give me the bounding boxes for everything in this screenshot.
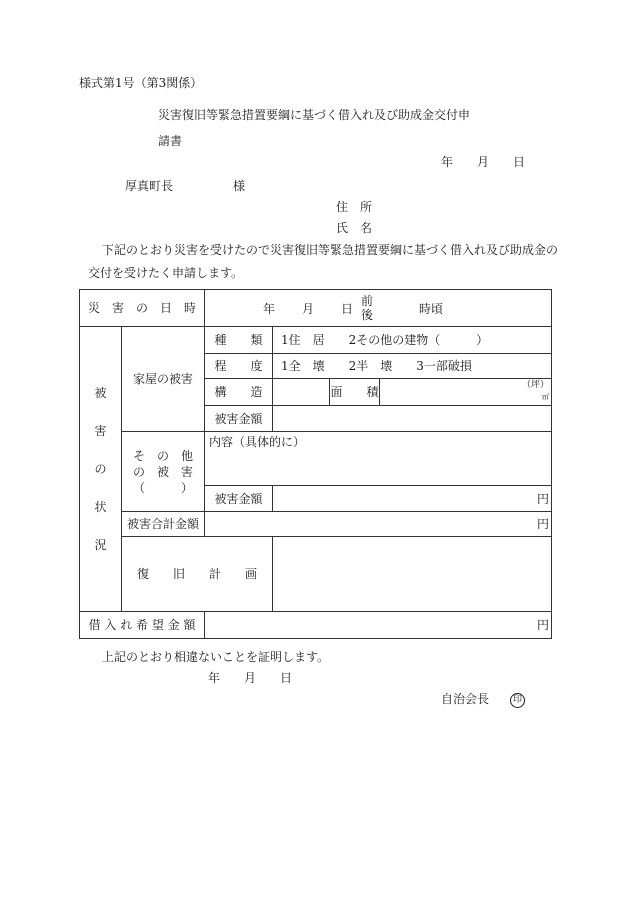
damage-status-char-1: 被 xyxy=(94,386,107,400)
house-kind-row xyxy=(80,327,552,354)
intro-text-line1: 下記のとおり災害を受けたので災害復旧等緊急措置要綱に基づく借入れ及び助成金の xyxy=(102,243,559,257)
datetime-year: 年 xyxy=(263,302,276,316)
loan-amount-label: 借 入 れ 希 望 金 額 xyxy=(80,612,205,639)
chairman-label: 自治会長 xyxy=(441,692,490,706)
loan-amount-field[interactable]: 円 xyxy=(205,612,552,639)
house-damage-label: 家屋の被害 xyxy=(122,327,205,432)
datetime-month: 月 xyxy=(302,302,315,316)
form-title-line1: 災害復旧等緊急措置要綱に基づく借入れ及び助成金交付申 xyxy=(158,108,471,122)
total-damage-field[interactable]: 円 xyxy=(205,512,552,537)
form-number: 様式第1号（第3関係） xyxy=(79,76,203,90)
damage-status-char-3: の xyxy=(94,462,107,476)
disaster-datetime-label: 災 害 の 日 時 xyxy=(80,290,205,327)
address-label: 住 所 xyxy=(336,200,373,214)
recovery-plan-row xyxy=(80,537,552,612)
addressee: 厚真町長 様 xyxy=(125,179,246,193)
other-damage-line2: の 被 害 xyxy=(133,464,194,479)
datetime-pm: 後 xyxy=(361,308,374,322)
application-form-table xyxy=(79,289,552,639)
degree-label: 程 度 xyxy=(205,354,273,379)
structure-field[interactable] xyxy=(273,379,330,406)
kind-options[interactable]: 1住 居 2その他の建物（ ） xyxy=(273,327,552,354)
other-damage-amount-label: 被害金額 xyxy=(205,486,273,512)
header-date: 年 月 日 xyxy=(441,155,526,169)
name-label: 氏 名 xyxy=(336,221,373,235)
structure-label: 構 造 xyxy=(205,379,273,406)
certify-date: 年 月 日 xyxy=(208,671,293,685)
area-unit-tsubo: （坪） xyxy=(522,380,550,390)
area-unit-m2: ㎡ xyxy=(542,393,550,401)
certify-text: 上記のとおり相違ないことを証明します。 xyxy=(102,650,330,664)
other-damage-line3: （ ） xyxy=(133,480,194,495)
form-title-line2: 請書 xyxy=(158,134,183,148)
house-damage-amount-label: 被害金額 xyxy=(205,406,273,432)
area-label: 面 積 xyxy=(330,379,380,406)
damage-status-char-5: 況 xyxy=(94,538,107,552)
other-damage-line1: そ の 他 xyxy=(133,448,194,463)
datetime-am: 前 xyxy=(361,294,374,308)
seal-mark xyxy=(510,692,525,708)
area-field[interactable] xyxy=(380,379,552,406)
datetime-hour: 時頃 xyxy=(419,302,444,316)
other-damage-amount-field[interactable]: 円 xyxy=(273,486,552,512)
intro-text-line2: 交付を受けたく申請します。 xyxy=(88,266,244,280)
damage-status-label xyxy=(80,327,122,612)
damage-status-char-4: 状 xyxy=(94,500,107,514)
other-damage-label xyxy=(122,432,205,512)
total-damage-row xyxy=(80,512,552,537)
damage-status-char-2: 害 xyxy=(94,424,107,438)
content-label: 内容（具体的に） xyxy=(209,435,306,449)
degree-options[interactable]: 1全 壊 2半 壊 3一部破損 xyxy=(273,354,552,379)
kind-label: 種 類 xyxy=(205,327,273,354)
datetime-day: 日 xyxy=(341,302,354,316)
house-damage-amount-field[interactable] xyxy=(273,406,552,432)
loan-amount-row xyxy=(80,612,552,639)
disaster-datetime-row xyxy=(80,290,552,327)
total-damage-label: 被害合計金額 xyxy=(122,512,205,537)
other-damage-content-row xyxy=(80,432,552,486)
disaster-datetime-field[interactable] xyxy=(205,290,552,327)
recovery-plan-label: 復 旧 計 画 xyxy=(122,537,273,612)
other-damage-content-field[interactable] xyxy=(205,432,552,486)
recovery-plan-field[interactable] xyxy=(273,537,552,612)
seal-icon: 印 xyxy=(510,693,525,708)
